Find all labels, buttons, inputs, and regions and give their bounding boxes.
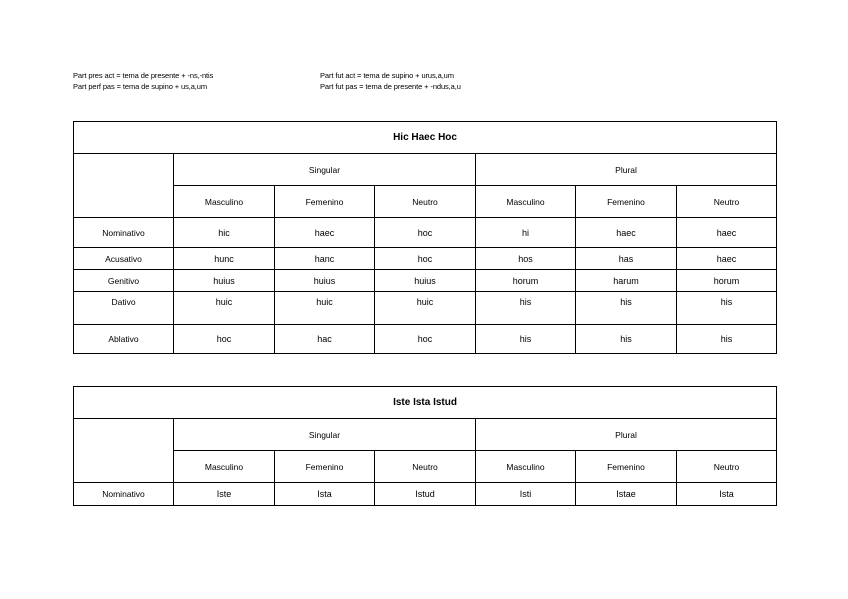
form-cell: hoc [375, 248, 476, 270]
form-cell: hoc [174, 325, 275, 354]
form-cell: his [576, 292, 677, 325]
corner-cell [74, 419, 174, 483]
group-header-singular: Singular [174, 419, 476, 451]
participle-notes-right [320, 70, 461, 92]
table-row [74, 270, 777, 292]
group-header-plural: Plural [476, 419, 777, 451]
gender-header: Femenino [275, 186, 375, 218]
form-cell: haec [576, 218, 677, 248]
note-line: Part perf pas = tema de supino + us,a,um [73, 82, 207, 91]
case-label: Dativo [74, 292, 174, 325]
form-cell: hoc [375, 218, 476, 248]
form-cell: huius [275, 270, 375, 292]
participle-notes-left [73, 70, 213, 92]
corner-cell [74, 154, 174, 218]
form-cell: Iste [174, 483, 275, 506]
case-label: Acusativo [74, 248, 174, 270]
gender-header: Neutro [375, 186, 476, 218]
form-cell: his [677, 325, 777, 354]
form-cell: hic [174, 218, 275, 248]
form-cell: hac [275, 325, 375, 354]
form-cell: hunc [174, 248, 275, 270]
note-line: Part fut act = tema de supino + urus,a,um [320, 71, 454, 80]
table-title: Iste Ista Istud [74, 387, 777, 419]
form-cell: huic [275, 292, 375, 325]
declension-table-hic-haec-hoc [73, 121, 777, 354]
form-cell: has [576, 248, 677, 270]
form-cell: haec [677, 218, 777, 248]
form-cell: harum [576, 270, 677, 292]
declension-table-iste-ista-istud [73, 386, 777, 506]
case-label: Ablativo [74, 325, 174, 354]
form-cell: huius [174, 270, 275, 292]
form-cell: Istud [375, 483, 476, 506]
form-cell: his [476, 325, 576, 354]
gender-header: Neutro [677, 186, 777, 218]
form-cell: hanc [275, 248, 375, 270]
form-cell: hoc [375, 325, 476, 354]
table-row [74, 248, 777, 270]
gender-header: Masculino [174, 186, 275, 218]
gender-header: Femenino [576, 451, 677, 483]
case-label: Nominativo [74, 483, 174, 506]
form-cell: Ista [275, 483, 375, 506]
gender-header: Neutro [375, 451, 476, 483]
gender-header: Masculino [476, 451, 576, 483]
form-cell: Ista [677, 483, 777, 506]
form-cell: horum [476, 270, 576, 292]
table-row [74, 325, 777, 354]
table-title: Hic Haec Hoc [74, 122, 777, 154]
form-cell: horum [677, 270, 777, 292]
note-line: Part fut pas = tema de presente + -ndus,a,u [320, 82, 461, 91]
gender-header: Masculino [476, 186, 576, 218]
table-row [74, 292, 777, 325]
form-cell: hi [476, 218, 576, 248]
case-label: Genitivo [74, 270, 174, 292]
gender-header: Femenino [275, 451, 375, 483]
form-cell: huic [375, 292, 476, 325]
case-label: Nominativo [74, 218, 174, 248]
form-cell: his [576, 325, 677, 354]
table-row [74, 483, 777, 506]
form-cell: haec [677, 248, 777, 270]
form-cell: his [476, 292, 576, 325]
gender-header: Neutro [677, 451, 777, 483]
table-row [74, 218, 777, 248]
form-cell: huic [174, 292, 275, 325]
form-cell: huius [375, 270, 476, 292]
form-cell: hos [476, 248, 576, 270]
note-line: Part pres act = tema de presente + -ns,-ntis [73, 71, 214, 80]
group-header-plural: Plural [476, 154, 777, 186]
gender-header: Masculino [174, 451, 275, 483]
form-cell: Istae [576, 483, 677, 506]
group-header-singular: Singular [174, 154, 476, 186]
form-cell: Isti [476, 483, 576, 506]
form-cell: his [677, 292, 777, 325]
form-cell: haec [275, 218, 375, 248]
gender-header: Femenino [576, 186, 677, 218]
